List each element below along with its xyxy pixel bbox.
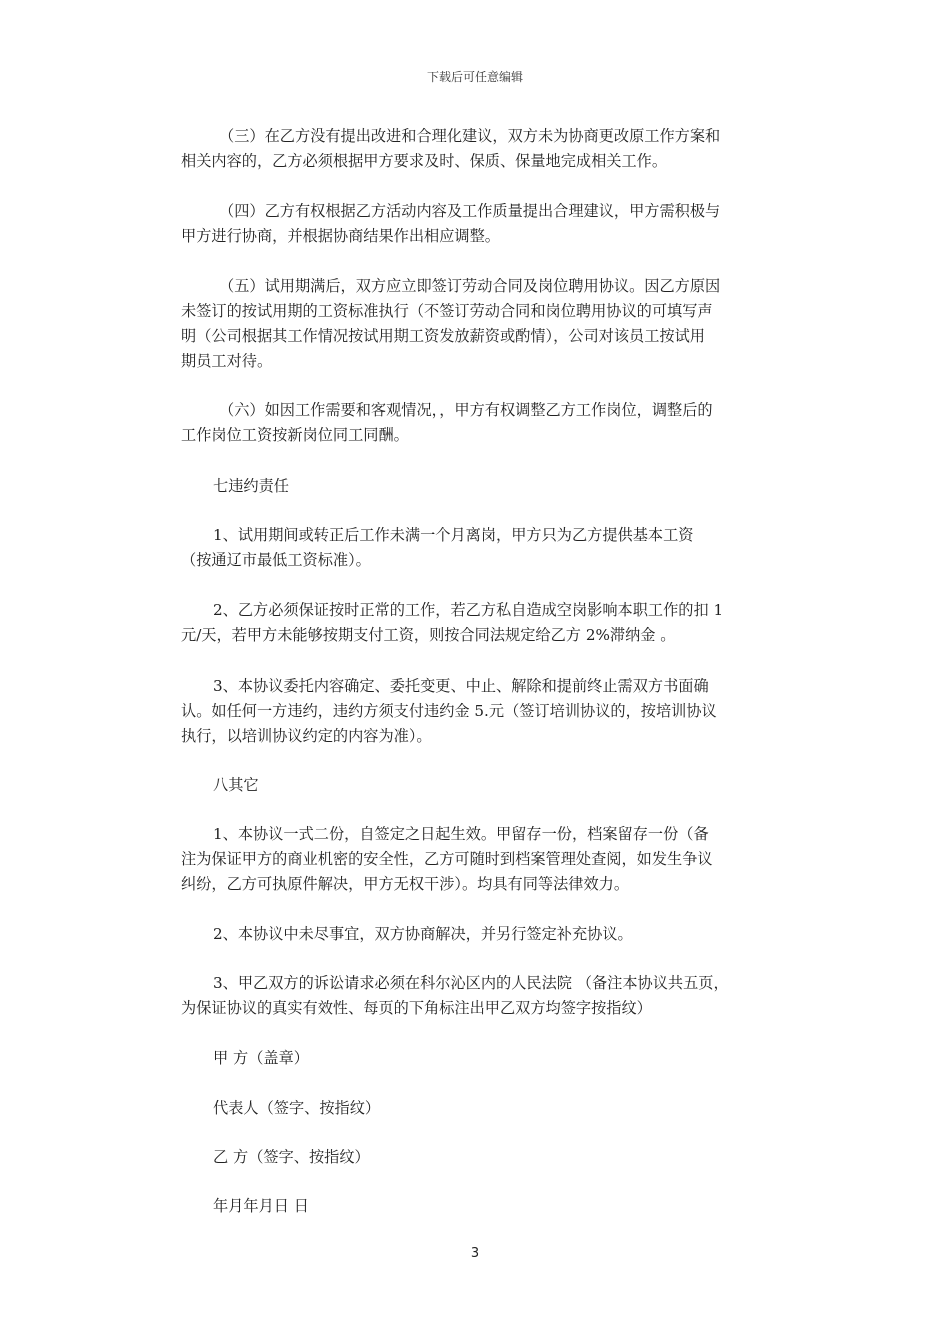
clause-6 (181, 398, 781, 448)
text-line: 纠纷，乙方可执原件解决，甲方无权干涉）。均具有同等法律效力。 (181, 875, 630, 893)
text-line: （四）乙方有权根据乙方活动内容及工作质量提出合理建议，甲方需积极与 (219, 202, 721, 220)
other-item-3 (181, 971, 781, 1021)
clause-4 (181, 199, 781, 249)
section-heading: 八其它 (213, 776, 259, 794)
text-line: 1、本协议一式二份，自签定之日起生效。甲留存一份，档案留存一份（备 (213, 825, 709, 843)
section-heading-other (181, 773, 781, 798)
text-line: （六）如因工作需要和客观情况，，甲方有权调整乙方工作岗位，调整后的 (219, 401, 713, 419)
signature-party-a (181, 1046, 781, 1071)
text-line: 期员工对待。 (181, 352, 273, 370)
text-line: 3、甲乙双方的诉讼请求必须在科尔沁区内的人民法院 （备注本协议共五页， (213, 974, 729, 992)
section-heading-breach (181, 474, 781, 499)
text-line: 工作岗位工资按新岗位同工同酬。 (181, 426, 409, 444)
signature-line: 甲 方（盖章） (213, 1049, 309, 1067)
text-line: 甲方进行协商，并根据协商结果作出相应调整。 (181, 227, 500, 245)
text-line: 2、乙方必须保证按时正常的工作，若乙方私自造成空岗影响本职工作的扣 1 (213, 601, 724, 619)
breach-item-2 (181, 598, 781, 648)
text-line: 明（公司根据其工作情况按试用期工资发放薪资或酌情），公司对该员工按试用 (181, 327, 705, 345)
breach-item-3 (181, 674, 781, 749)
date-line: 年月年月日 日 (213, 1197, 309, 1215)
text-line: 为保证协议的真实有效性、每页的下角标注出甲乙双方均签字按指纹） (181, 999, 652, 1017)
text-line: （三）在乙方没有提出改进和合理化建议，双方未为协商更改原工作方案和 (219, 127, 721, 145)
clause-3 (181, 124, 781, 174)
signature-party-b (181, 1145, 781, 1170)
text-line: 相关内容的，乙方必须根据甲方要求及时、保质、保量地完成相关工作。 (181, 152, 667, 170)
text-line: 3、本协议委托内容确定、委托变更、中止、解除和提前终止需双方书面确 (213, 677, 709, 695)
text-line: 2、本协议中未尽事宜，双方协商解决，并另行签定补充协议。 (213, 925, 633, 943)
page-header: 下载后可任意编辑 (426, 70, 523, 84)
signature-line: 代表人（签字、按指纹） (213, 1099, 381, 1117)
text-line: 元/天，若甲方未能够按期支付工资，则按合同法规定给乙方 2%滞纳金 。 (181, 626, 676, 644)
other-item-1 (181, 822, 781, 897)
text-line: 注为保证甲方的商业机密的安全性，乙方可随时到档案管理处查阅，如发生争议 (181, 850, 713, 868)
text-line: 1、试用期间或转正后工作未满一个月离岗，甲方只为乙方提供基本工资 (213, 526, 694, 544)
other-item-2 (181, 922, 781, 947)
signature-representative (181, 1096, 781, 1121)
clause-5 (181, 274, 781, 374)
text-line: 执行，以培训协议约定的内容为准）。 (181, 727, 432, 745)
text-line: 未签订的按试用期的工资标准执行（不签订劳动合同和岗位聘用协议的可填写声 (181, 302, 713, 320)
section-heading: 七违约责任 (213, 477, 289, 495)
text-line: （按通辽市最低工资标准）。 (181, 551, 371, 569)
breach-item-1 (181, 523, 781, 573)
text-line: （五）试用期满后，双方应立即签订劳动合同及岗位聘用协议。因乙方原因 (219, 277, 721, 295)
signature-date (181, 1194, 781, 1219)
page-number: 3 (470, 1246, 480, 1261)
text-line: 认。如任何一方违约，违约方须支付违约金 5.元（签订培训协议的，按培训协议 (181, 702, 717, 720)
signature-line: 乙 方（签字、按指纹） (213, 1148, 370, 1166)
